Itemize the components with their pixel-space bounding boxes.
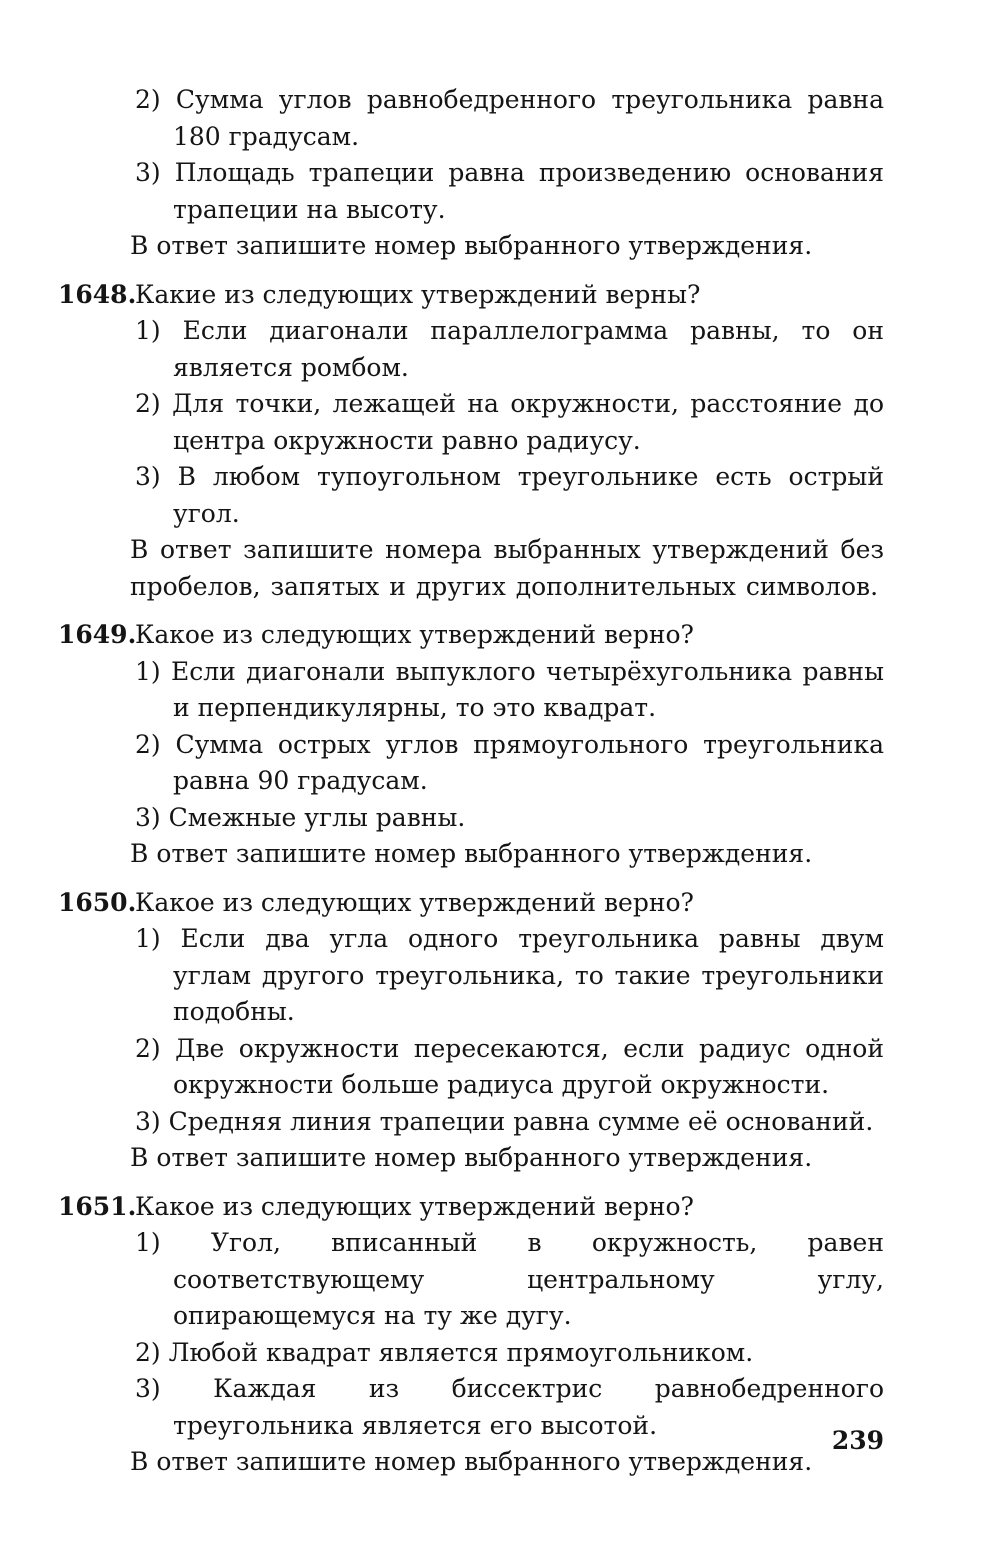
page-number: 239 xyxy=(831,1426,884,1455)
problem-number: 1650. xyxy=(58,887,137,917)
problem-number: 1651. xyxy=(58,1191,137,1221)
statement-2: 2) Для точки, лежащей на окружности, расстояние до центра окружности равно радиусу. xyxy=(135,389,884,455)
problem-heading xyxy=(58,617,884,654)
problem-1648 xyxy=(58,277,884,606)
statement-3: 3) Смежные углы равны. xyxy=(135,802,466,832)
problem-1649 xyxy=(58,617,884,873)
problem-number: 1648. xyxy=(58,279,137,309)
answer-instruction: В ответ запишите номер выбранного утверждения. xyxy=(130,839,813,868)
problem-1650 xyxy=(58,885,884,1177)
problem-heading xyxy=(58,277,884,314)
answer-instruction: В ответ запишите номер выбранного утверждения. xyxy=(130,1143,813,1172)
problem-question: Какое из следующих утверждений верно? xyxy=(135,887,694,917)
problem-question: Какие из следующих утверждений верны? xyxy=(135,279,701,309)
intro-answer-instruction: В ответ запишите номер выбранного утверждения. xyxy=(130,231,813,260)
problem-question: Какое из следующих утверждений верно? xyxy=(135,620,694,649)
answer-instruction: В ответ запишите номера выбранных утверждений без пробелов, запятых и других дополнительных символов. xyxy=(130,535,884,601)
problem-heading xyxy=(58,885,884,922)
statement-1: 1) Если диагонали параллелограмма равны, то он является ромбом. xyxy=(135,316,884,382)
statement-3: 3) Средняя линия трапеции равна сумме её оснований. xyxy=(135,1106,874,1136)
statement-1: 1) Угол, вписанный в окружность, равен соответствующему центральному углу, опирающемуся на ту же дугу. xyxy=(135,1228,884,1330)
statement-2: 2) Сумма острых углов прямоугольного треугольника равна 90 градусам. xyxy=(135,729,884,795)
problem-number: 1649. xyxy=(58,620,137,649)
page-text xyxy=(58,82,884,1481)
statement-3: 3) В любом тупоугольном треугольнике есть острый угол. xyxy=(135,462,884,528)
intro-item-2: 2) Сумма углов равнобедренного треугольника равна 180 градусам. xyxy=(135,85,884,151)
answer-instruction: В ответ запишите номер выбранного утверждения. xyxy=(130,1447,813,1476)
problem-question: Какое из следующих утверждений верно? xyxy=(135,1191,694,1221)
intro-item-3: 3) Площадь трапеции равна произведению основания трапеции на высоту. xyxy=(135,158,884,224)
statement-2: 2) Любой квадрат является прямоугольником. xyxy=(135,1337,754,1367)
problem-1651 xyxy=(58,1189,884,1481)
statement-1: 1) Если диагонали выпуклого четырёхугольника равны и перпендикулярны, то это квадрат. xyxy=(135,656,884,722)
statement-3: 3) Каждая из биссектрис равнобедренного треугольника является его высотой. xyxy=(135,1374,884,1440)
problem-heading xyxy=(58,1189,884,1226)
intro-continuation xyxy=(58,82,884,265)
statement-1: 1) Если два угла одного треугольника равны двум углам другого треугольника, то такие треугольники подобны. xyxy=(135,924,884,1026)
statement-2: 2) Две окружности пересекаются, если радиус одной окружности больше радиуса другой окружности. xyxy=(135,1033,884,1099)
